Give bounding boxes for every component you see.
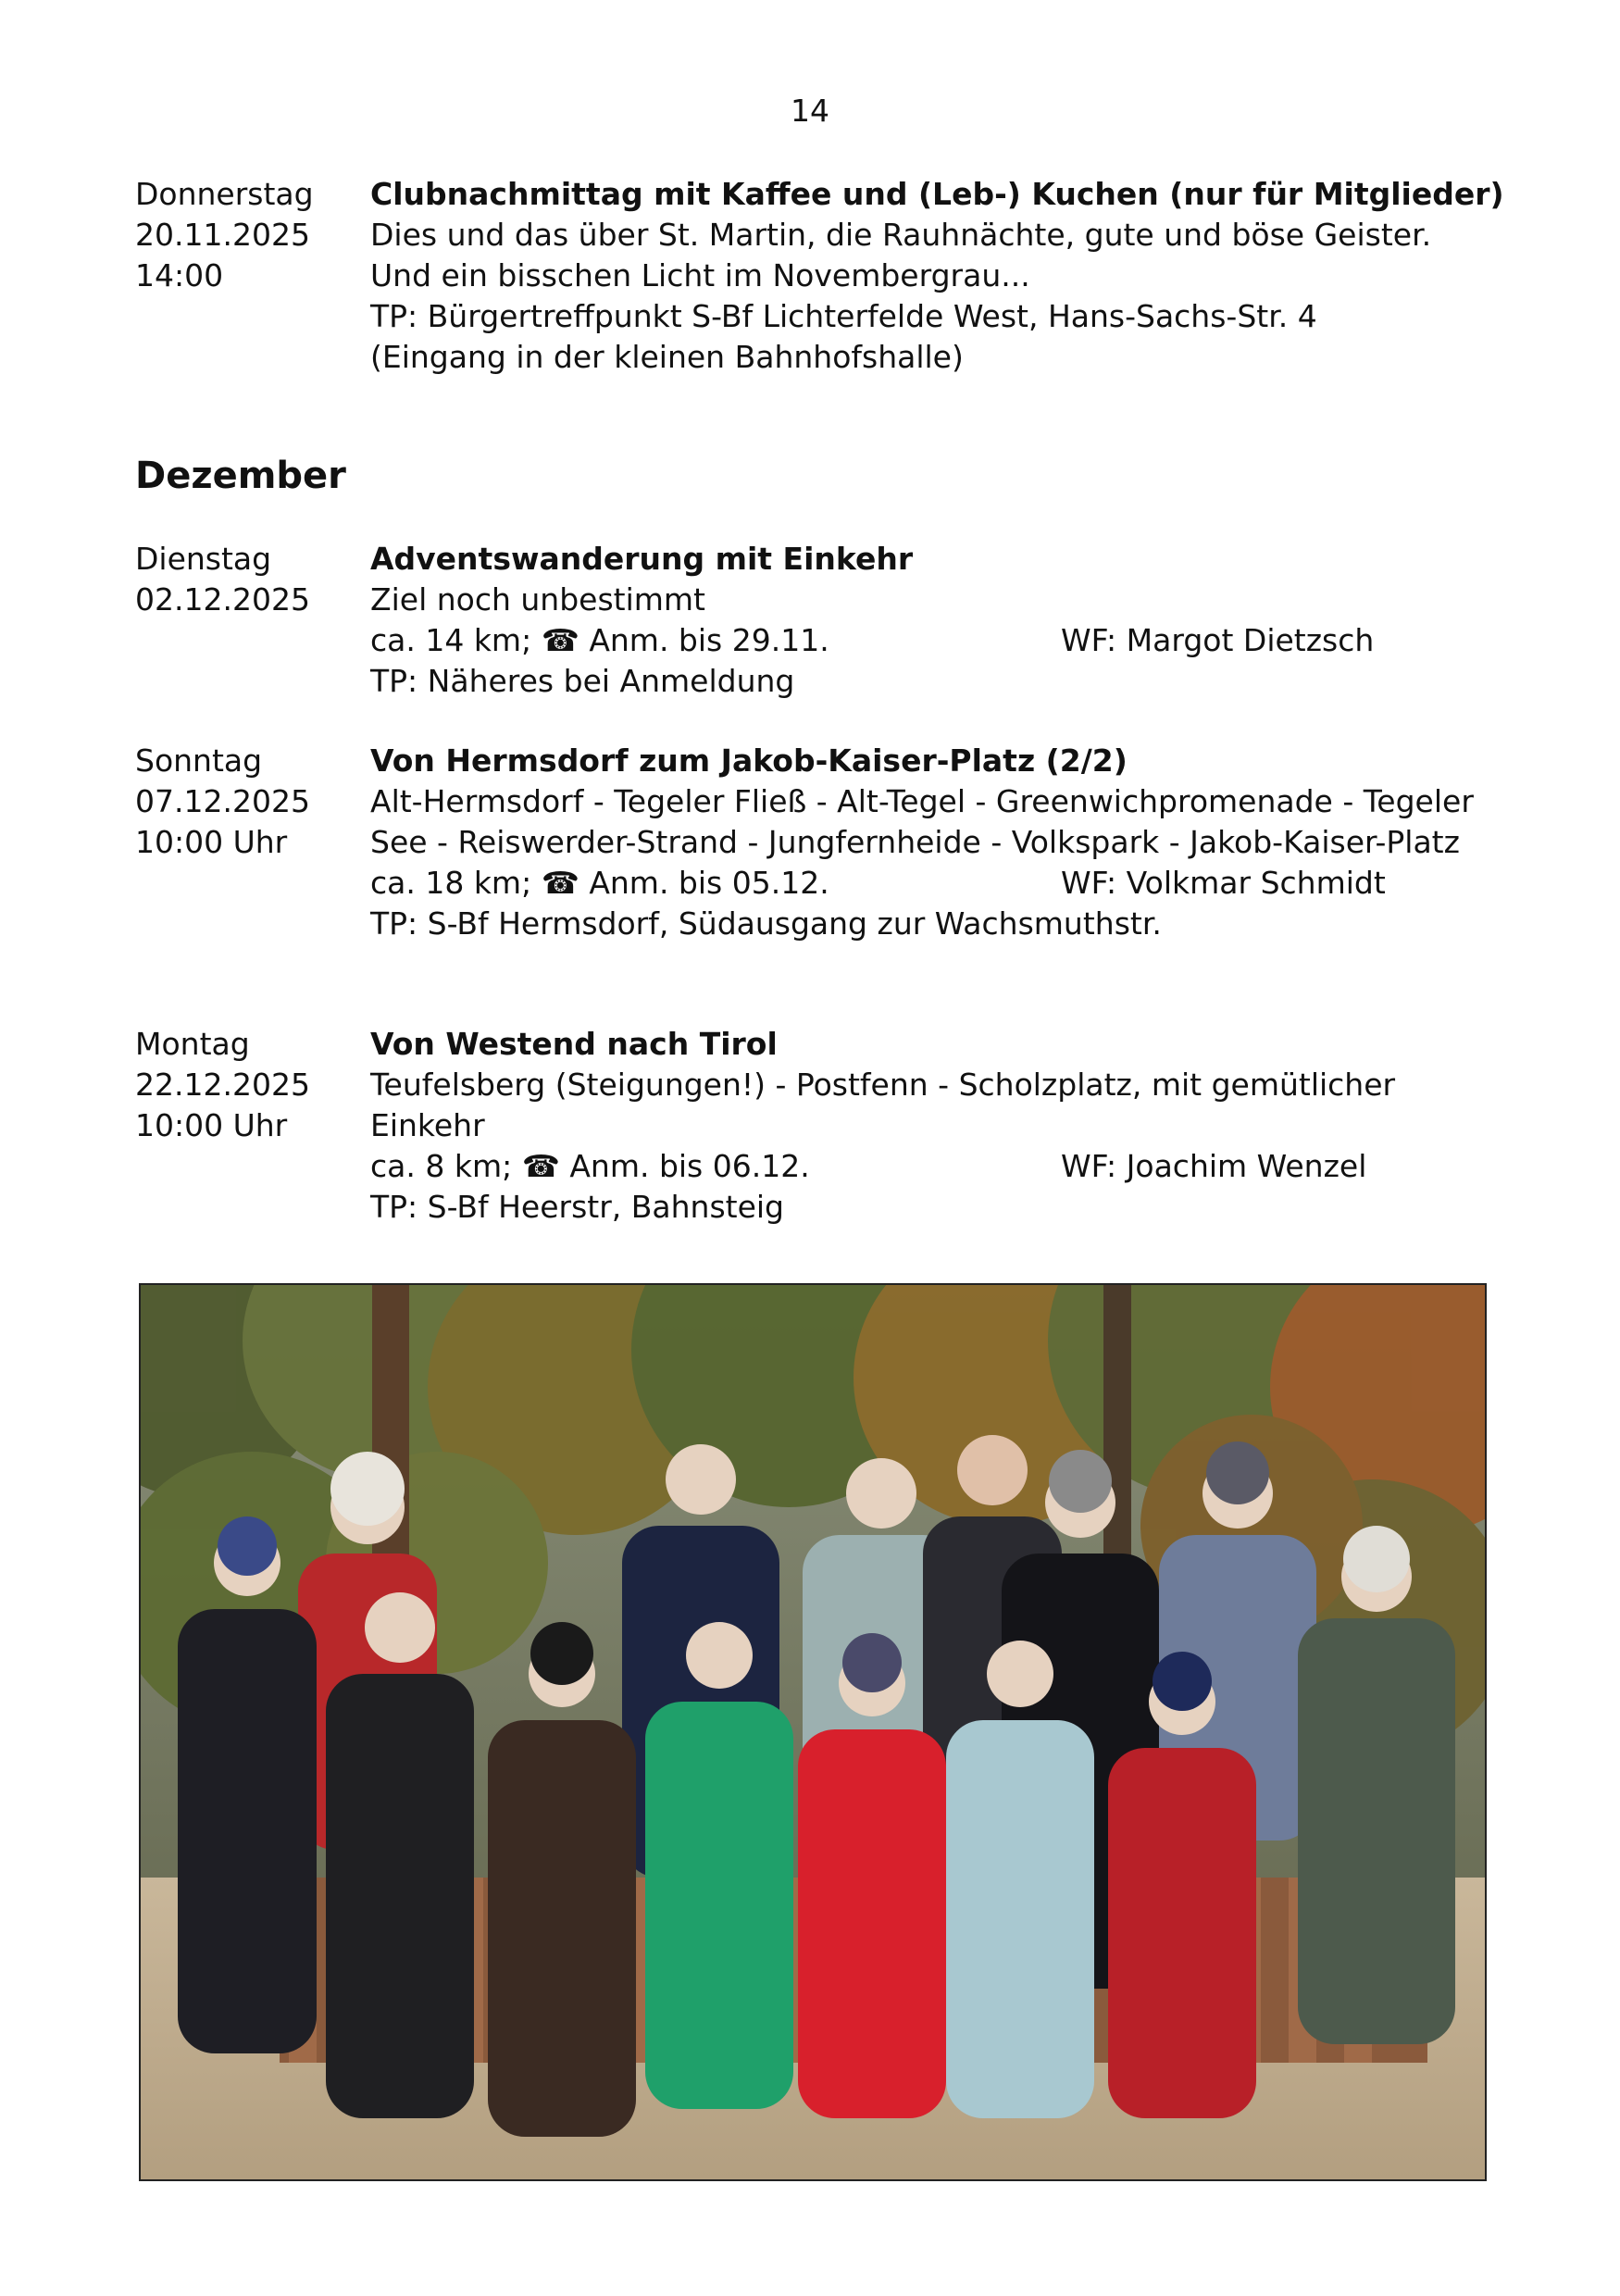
event-description: Teufelsberg (Steigungen!) - Postfenn - Scholzplatz, mit gemütlicher Einkehr — [370, 1067, 1396, 1143]
event-date: 07.12.2025 — [135, 783, 310, 819]
event-hermsdorf-hike — [135, 741, 1487, 944]
event-weekday: Dienstag — [135, 541, 272, 577]
event-meeting-point: TP: Näheres bei Anmeldung — [370, 663, 795, 699]
event-registration: Anm. bis 29.11. — [589, 622, 829, 658]
event-title: Adventswanderung mit Einkehr — [370, 541, 914, 577]
event-details — [370, 741, 1481, 944]
event-advent-hike — [135, 539, 1487, 702]
event-guide: WF: Margot Dietzsch — [1061, 622, 1375, 658]
event-date: 02.12.2025 — [135, 581, 310, 618]
event-weekday: Montag — [135, 1026, 250, 1062]
event-registration: Anm. bis 06.12. — [569, 1148, 810, 1184]
event-guide: WF: Volkmar Schmidt — [1061, 865, 1386, 901]
event-registration-row — [370, 863, 1481, 904]
event-title: Von Hermsdorf zum Jakob-Kaiser-Platz (2/2) — [370, 742, 1128, 779]
event-description: Ziel noch unbestimmt — [370, 581, 706, 618]
event-description: Alt-Hermsdorf - Tegeler Fließ - Alt-Tegel - Greenwichpromenade - Tegeler See - Reiswerder-Strand - Jungfernheide - Volkspark - Jakob-Kaiser-Platz — [370, 783, 1474, 860]
event-date: 22.12.2025 — [135, 1067, 310, 1103]
event-date-column — [135, 539, 367, 620]
event-line: Dies und das über St. Martin, die Rauhnächte, gute und böse Geister. — [370, 217, 1432, 253]
section-heading-december: Dezember — [135, 455, 346, 497]
event-distance: ca. 18 km; — [370, 865, 532, 901]
event-meeting-point: TP: S-Bf Heerstr, Bahnsteig — [370, 1189, 784, 1225]
event-weekday: Donnerstag — [135, 176, 314, 212]
event-distance: ca. 14 km; — [370, 622, 532, 658]
event-title: Clubnachmittag mit Kaffee und (Leb-) Kuchen (nur für Mitglieder) — [370, 176, 1504, 212]
telephone-icon: ☎ — [521, 1148, 560, 1184]
telephone-icon: ☎ — [541, 622, 579, 658]
event-club-afternoon — [135, 174, 1504, 378]
event-line: TP: Bürgertreffpunkt S-Bf Lichterfelde West, Hans-Sachs-Str. 4 — [370, 298, 1317, 334]
event-line: Und ein bisschen Licht im Novembergrau... — [370, 257, 1030, 293]
event-details — [370, 1024, 1481, 1228]
event-date-column — [135, 741, 367, 863]
event-details — [370, 539, 1481, 702]
event-guide: WF: Joachim Wenzel — [1061, 1148, 1367, 1184]
event-time: 10:00 Uhr — [135, 824, 288, 860]
event-distance: ca. 8 km; — [370, 1148, 513, 1184]
event-registration-row — [370, 1146, 1481, 1187]
event-title: Von Westend nach Tirol — [370, 1026, 778, 1062]
event-date-column — [135, 174, 367, 296]
event-weekday: Sonntag — [135, 742, 263, 779]
event-time: 14:00 — [135, 257, 224, 293]
event-date-column — [135, 1024, 367, 1146]
group-photo-illustration — [141, 1285, 1485, 2179]
event-line: (Eingang in der kleinen Bahnhofshalle) — [370, 339, 964, 375]
event-date: 20.11.2025 — [135, 217, 310, 253]
group-photo — [139, 1283, 1487, 2181]
event-details — [370, 174, 1504, 378]
page-number: 14 — [791, 93, 829, 129]
event-registration-row — [370, 620, 1481, 661]
event-meeting-point: TP: S-Bf Hermsdorf, Südausgang zur Wachsmuthstr. — [370, 905, 1162, 942]
event-registration: Anm. bis 05.12. — [589, 865, 829, 901]
event-time: 10:00 Uhr — [135, 1107, 288, 1143]
telephone-icon: ☎ — [541, 865, 579, 901]
event-westend-hike — [135, 1024, 1487, 1228]
